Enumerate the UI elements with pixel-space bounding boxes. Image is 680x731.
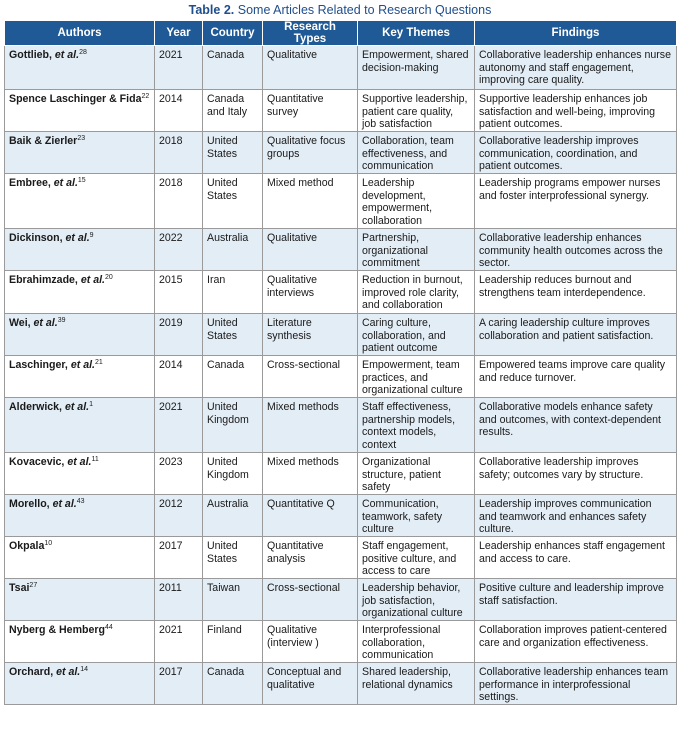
table-row (5, 46, 677, 90)
findings-cell: Empowered teams improve care quality and reduce turnover. (475, 356, 677, 398)
table-row (5, 621, 677, 663)
country-cell: Canada and Italy (203, 90, 263, 132)
reference-number: 11 (91, 456, 99, 463)
findings-cell: Collaborative leadership enhances community health outcomes across the sector. (475, 229, 677, 271)
country-cell: Taiwan (203, 579, 263, 621)
year-cell: 2017 (155, 537, 203, 579)
table-row (5, 495, 677, 537)
author-cell (5, 537, 155, 579)
key-themes-cell: Caring culture, collaboration, and patient outcome (358, 314, 475, 356)
key-themes-cell: Shared leadership, relational dynamics (358, 663, 475, 705)
author-name: Alderwick, (9, 401, 65, 413)
author-et-al: et al. (53, 177, 78, 189)
research-type-cell: Qualitative (263, 229, 358, 271)
author-et-al: et al. (80, 274, 105, 286)
author-cell (5, 46, 155, 90)
author-cell (5, 229, 155, 271)
year-cell: 2017 (155, 663, 203, 705)
research-type-cell: Cross-sectional (263, 579, 358, 621)
findings-cell: Leadership enhances staff engagement and access to care. (475, 537, 677, 579)
research-type-cell: Qualitative (263, 46, 358, 90)
key-themes-cell: Leadership development, empowerment, collaboration (358, 174, 475, 229)
author-name: Ebrahimzade, (9, 274, 81, 286)
table-caption-text: Some Articles Related to Research Questions (234, 3, 492, 17)
author-name: Orchard, (9, 666, 57, 678)
research-type-cell: Mixed methods (263, 398, 358, 453)
header-key-themes: Key Themes (358, 21, 475, 46)
reference-number: 22 (141, 93, 150, 100)
articles-table (4, 20, 677, 705)
reference-number: 1 (89, 401, 93, 408)
reference-number: 28 (79, 49, 87, 56)
table-header (5, 21, 677, 46)
header-research-types: Research Types (263, 21, 358, 46)
author-cell (5, 132, 155, 174)
author-et-al: et al. (54, 49, 80, 61)
findings-cell: Collaborative leadership improves communication, coordination, and patient outcomes. (475, 132, 677, 174)
reference-number: 9 (89, 232, 94, 239)
research-type-cell: Quantitative survey (263, 90, 358, 132)
research-type-cell: Qualitative (interview ) (263, 621, 358, 663)
table-caption (0, 0, 680, 20)
author-name: Morello, (9, 498, 53, 510)
year-cell: 2018 (155, 132, 203, 174)
key-themes-cell: Organizational structure, patient safety (358, 453, 475, 495)
table-row (5, 229, 677, 271)
author-cell (5, 579, 155, 621)
key-themes-cell: Reduction in burnout, improved role clarity, and collaboration (358, 271, 475, 314)
reference-number: 20 (104, 274, 113, 281)
author-et-al: et al. (70, 359, 95, 371)
table-row (5, 174, 677, 229)
year-cell: 2015 (155, 271, 203, 314)
research-type-cell: Qualitative interviews (263, 271, 358, 314)
year-cell: 2022 (155, 229, 203, 271)
table-body (5, 46, 677, 705)
findings-cell: Leadership improves communication and teamwork and enhances safety culture. (475, 495, 677, 537)
country-cell: Finland (203, 621, 263, 663)
reference-number: 14 (80, 666, 89, 673)
research-type-cell: Literature synthesis (263, 314, 358, 356)
findings-cell: Collaborative leadership enhances nurse autonomy and staff engagement, improving care quality. (475, 46, 677, 90)
key-themes-cell: Interprofessional collaboration, communication (358, 621, 475, 663)
author-et-al: et al. (56, 666, 81, 678)
findings-cell: Collaborative leadership improves safety; outcomes vary by structure. (475, 453, 677, 495)
country-cell: United States (203, 174, 263, 229)
author-name: Baik & Zierler (9, 135, 78, 147)
table-row (5, 356, 677, 398)
author-cell (5, 621, 155, 663)
table-row (5, 90, 677, 132)
author-et-al: et al. (64, 401, 90, 413)
author-et-al: et al. (67, 456, 92, 468)
author-et-al: et al. (52, 498, 77, 510)
key-themes-cell: Staff engagement, positive culture, and access to care (358, 537, 475, 579)
reference-number: 15 (77, 177, 86, 184)
author-name: Wei, (9, 317, 34, 329)
research-type-cell: Conceptual and qualitative (263, 663, 358, 705)
year-cell: 2021 (155, 621, 203, 663)
author-name: Nyberg & Hemberg (9, 624, 105, 636)
table-caption-label: Table 2. (188, 3, 235, 17)
reference-number: 44 (104, 624, 113, 631)
year-cell: 2012 (155, 495, 203, 537)
research-type-cell: Mixed methods (263, 453, 358, 495)
key-themes-cell: Empowerment, team practices, and organizational culture (358, 356, 475, 398)
table-row (5, 314, 677, 356)
country-cell: Australia (203, 229, 263, 271)
reference-number: 23 (77, 135, 86, 142)
table-row (5, 271, 677, 314)
year-cell: 2014 (155, 356, 203, 398)
year-cell: 2023 (155, 453, 203, 495)
key-themes-cell: Partnership, organizational commitment (358, 229, 475, 271)
author-cell (5, 495, 155, 537)
header-findings: Findings (475, 21, 677, 46)
author-et-al: et al. (33, 317, 58, 329)
header-year: Year (155, 21, 203, 46)
country-cell: United Kingdom (203, 398, 263, 453)
research-type-cell: Mixed method (263, 174, 358, 229)
author-cell (5, 356, 155, 398)
key-themes-cell: Communication, teamwork, safety culture (358, 495, 475, 537)
key-themes-cell: Supportive leadership, patient care quality, job satisfaction (358, 90, 475, 132)
table-row (5, 398, 677, 453)
table-row (5, 132, 677, 174)
findings-cell: Collaborative leadership enhances team performance in interprofessional settings. (475, 663, 677, 705)
table-row (5, 537, 677, 579)
author-cell (5, 314, 155, 356)
author-cell (5, 398, 155, 453)
year-cell: 2019 (155, 314, 203, 356)
country-cell: Canada (203, 46, 263, 90)
author-name: Okpala (9, 540, 45, 552)
key-themes-cell: Collaboration, team effectiveness, and communication (358, 132, 475, 174)
author-et-al: et al. (65, 232, 90, 244)
author-cell (5, 271, 155, 314)
key-themes-cell: Empowerment, shared decision-making (358, 46, 475, 90)
reference-number: 21 (94, 359, 103, 366)
year-cell: 2014 (155, 90, 203, 132)
author-cell (5, 90, 155, 132)
author-name: Spence Laschinger & Fida (9, 93, 142, 105)
year-cell: 2021 (155, 398, 203, 453)
findings-cell: Leadership programs empower nurses and foster interprofessional synergy. (475, 174, 677, 229)
author-name: Dickinson, (9, 232, 66, 244)
findings-cell: A caring leadership culture improves collaboration and patient satisfaction. (475, 314, 677, 356)
research-type-cell: Quantitative analysis (263, 537, 358, 579)
author-name: Kovacevic, (9, 456, 68, 468)
country-cell: Australia (203, 495, 263, 537)
key-themes-cell: Staff effectiveness, partnership models, context models, context (358, 398, 475, 453)
findings-cell: Collaborative models enhance safety and outcomes, with context-dependent results. (475, 398, 677, 453)
research-type-cell: Qualitative focus groups (263, 132, 358, 174)
reference-number: 10 (44, 540, 53, 547)
key-themes-cell: Leadership behavior, job satisfaction, organizational culture (358, 579, 475, 621)
country-cell: Canada (203, 356, 263, 398)
author-name: Gottlieb, (9, 49, 55, 61)
table-row (5, 579, 677, 621)
table-row (5, 663, 677, 705)
country-cell: United States (203, 537, 263, 579)
country-cell: Iran (203, 271, 263, 314)
country-cell: Canada (203, 663, 263, 705)
reference-number: 27 (29, 582, 38, 589)
reference-number: 39 (57, 317, 66, 324)
findings-cell: Collaboration improves patient-centered care and organization effectiveness. (475, 621, 677, 663)
author-cell (5, 453, 155, 495)
header-country: Country (203, 21, 263, 46)
header-authors: Authors (5, 21, 155, 46)
research-type-cell: Cross-sectional (263, 356, 358, 398)
findings-cell: Positive culture and leadership improve staff satisfaction. (475, 579, 677, 621)
author-name: Embree, (9, 177, 54, 189)
year-cell: 2011 (155, 579, 203, 621)
author-name: Laschinger, (9, 359, 71, 371)
country-cell: United States (203, 132, 263, 174)
year-cell: 2018 (155, 174, 203, 229)
country-cell: United Kingdom (203, 453, 263, 495)
author-cell (5, 663, 155, 705)
research-type-cell: Quantitative Q (263, 495, 358, 537)
reference-number: 43 (76, 498, 85, 505)
year-cell: 2021 (155, 46, 203, 90)
author-cell (5, 174, 155, 229)
country-cell: United States (203, 314, 263, 356)
table-row (5, 453, 677, 495)
findings-cell: Leadership reduces burnout and strengthens team interdependence. (475, 271, 677, 314)
findings-cell: Supportive leadership enhances job satisfaction and well-being, improving patient outcomes. (475, 90, 677, 132)
author-name: Tsai (9, 582, 30, 594)
